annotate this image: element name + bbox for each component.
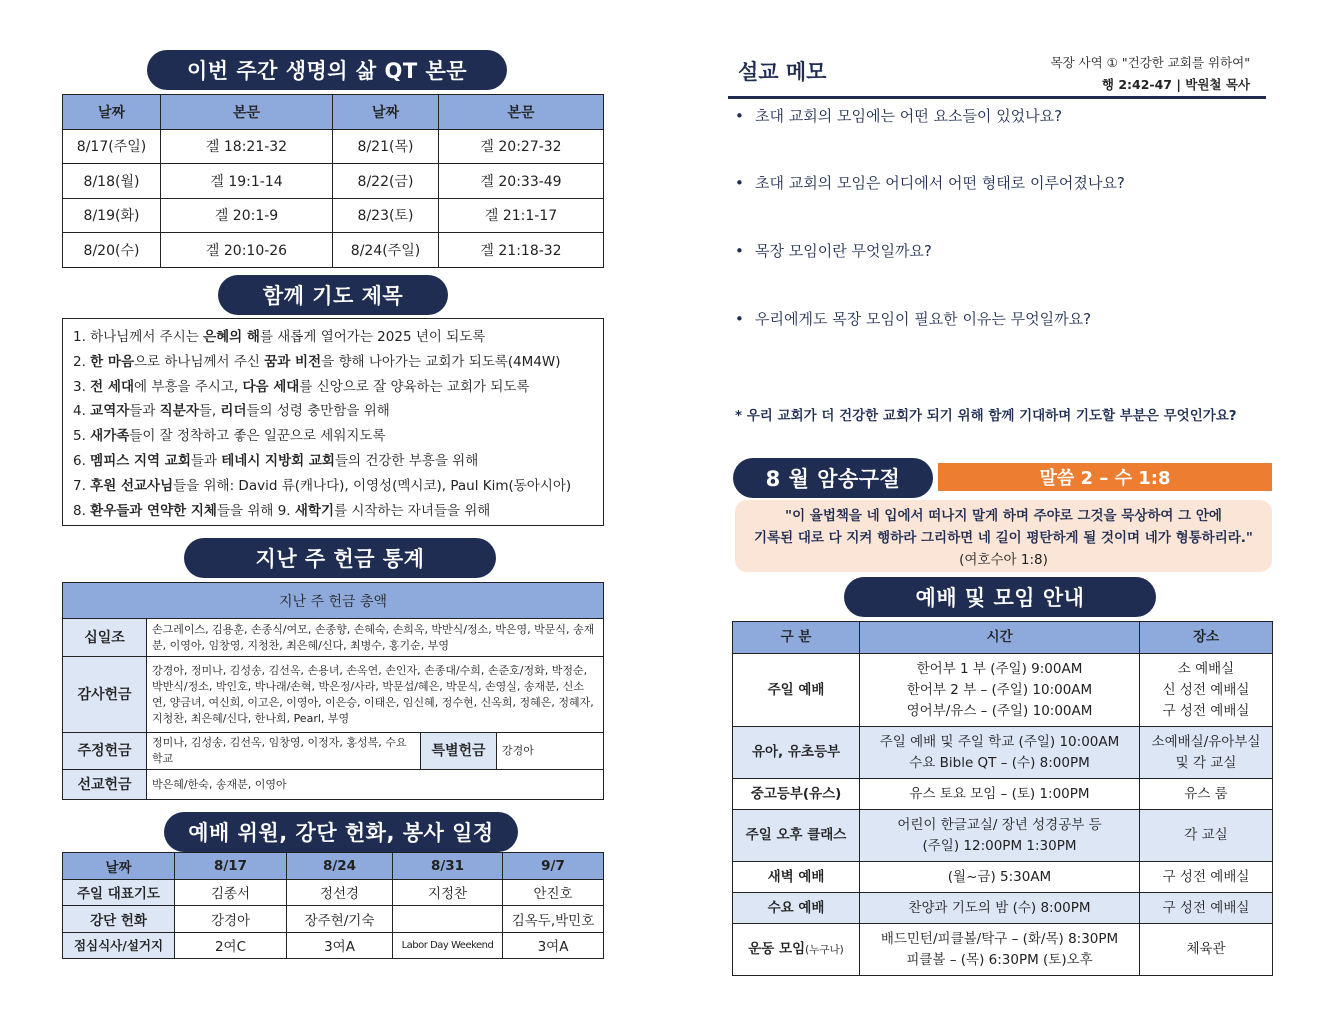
table-row xyxy=(63,164,604,199)
service-places xyxy=(1140,893,1273,924)
qt-header-row xyxy=(63,95,604,130)
schedule-cell: 장주현/기숙 xyxy=(287,906,393,933)
prayer-text: 를 새롭게 열어가는 2025 년이 되도록 xyxy=(259,329,486,345)
service-time: 유스 토요 모임 – (토) 1:00PM xyxy=(909,785,1090,802)
prayer-text: 를 시작하는 자녀들을 위해 xyxy=(334,502,491,519)
prayer-text: 으로 하나님께서 주신 xyxy=(134,353,265,370)
table-row xyxy=(63,657,604,733)
table-row xyxy=(733,779,1273,810)
prayer-item xyxy=(73,399,593,424)
qt-header-passage-2: 본문 xyxy=(439,95,604,130)
qt-cell: 8/23(토) xyxy=(333,198,439,233)
service-place: 체육관 xyxy=(1186,941,1226,957)
service-places xyxy=(1140,654,1273,727)
service-time: (월~금) 5:30AM xyxy=(947,868,1052,885)
schedule-row-label: 강단 헌화 xyxy=(63,906,175,933)
qt-cell: 겔 19:1-14 xyxy=(161,164,333,199)
verse-line: "이 율법책을 네 입에서 떠나지 말게 하며 주야로 그것을 묵상하여 그 안에 xyxy=(785,508,1222,524)
schedule-table xyxy=(62,852,604,959)
service-label-text: 주일 예배 xyxy=(767,681,825,698)
prayer-text: 들과 xyxy=(129,403,160,420)
qt-cell: 겔 20:10-26 xyxy=(161,233,333,268)
prayer-text: 새가족 xyxy=(90,428,130,445)
schedule-cell: 정선경 xyxy=(287,879,393,906)
prayer-title: 함께 기도 제목 xyxy=(218,275,448,315)
thanks-label: 감사헌금 xyxy=(63,657,147,733)
service-label-text: 운동 모임 xyxy=(748,940,806,957)
prayer-text: 한 마음 xyxy=(90,353,134,370)
table-row xyxy=(733,924,1273,976)
service-place: 각 교실 xyxy=(1184,827,1228,843)
service-label-text: 주일 오후 클래스 xyxy=(745,827,847,843)
prayer-text: 새학기 xyxy=(294,502,334,519)
qt-cell: 겔 18:21-32 xyxy=(161,129,333,164)
service-label-text: 수요 예배 xyxy=(767,899,825,916)
service-times xyxy=(860,654,1140,727)
service-label xyxy=(733,779,860,810)
service-time: 영어부/유스 – (주일) 10:00AM xyxy=(906,702,1093,719)
service-times xyxy=(860,727,1140,779)
qt-cell: 8/24(주일) xyxy=(333,233,439,268)
prayer-text: 교역자 xyxy=(90,403,130,420)
service-times xyxy=(860,893,1140,924)
schedule-cell: 2여C xyxy=(175,932,287,959)
services-header-row xyxy=(733,622,1273,654)
service-label xyxy=(733,654,860,727)
prayer-text: 테네시 지방회 교회 xyxy=(221,452,335,469)
schedule-cell: Labor Day Weekend xyxy=(393,932,503,959)
tithe-names: 손그레이스, 김용훈, 손종식/여모, 손종향, 손혜숙, 손희옥, 박반식/정소, 박은영, 박문식, 송재분, 이영아, 임창영, 지청찬, 최은혜/신다, 최병수, 홍기순, 부영 xyxy=(147,619,604,657)
service-label xyxy=(733,810,860,862)
table-row xyxy=(63,770,604,800)
mission-label: 선교헌금 xyxy=(63,770,147,800)
table-row xyxy=(63,879,604,906)
prayer-text: 후원 선교사님 xyxy=(90,477,174,494)
regular-names: 정미나, 김성송, 김선옥, 임창영, 이정자, 홍성복, 수요학교 xyxy=(147,733,421,770)
qt-cell: 겔 20:33-49 xyxy=(439,164,604,199)
prayer-text: 을 향해 나아가는 교회가 되도록(4M4W) xyxy=(321,353,561,370)
table-row xyxy=(733,727,1273,779)
bullet-icon: • xyxy=(735,107,744,125)
schedule-cell: 안진호 xyxy=(503,879,604,906)
bullet-icon: • xyxy=(735,242,744,260)
prayer-item xyxy=(73,375,593,400)
table-row xyxy=(63,906,604,933)
prayer-item xyxy=(73,499,593,524)
service-label-note: (누구나) xyxy=(805,943,844,956)
prayer-text: 전 세대 xyxy=(90,378,134,395)
services-header: 시간 xyxy=(860,622,1140,654)
service-places xyxy=(1140,924,1273,976)
regular-label: 주정헌금 xyxy=(63,733,147,770)
qt-title: 이번 주간 생명의 삶 QT 본문 xyxy=(147,50,507,90)
schedule-header: 8/24 xyxy=(287,853,393,880)
service-time: 배드민턴/피클볼/탁구 – (화/목) 8:30PM xyxy=(880,930,1119,947)
special-label: 특별헌금 xyxy=(421,733,497,770)
table-row xyxy=(63,733,604,770)
sermon-divider xyxy=(728,96,1266,99)
offering-table xyxy=(62,582,604,800)
qt-header-date-2: 날짜 xyxy=(333,95,439,130)
prayer-text: 1. 하나님께서 주시는 xyxy=(73,329,204,345)
prayer-item xyxy=(73,424,593,449)
prayer-text: 들을 위해: David 류(캐나다), 이영성(멕시코), Paul Kim(동아시아) xyxy=(173,477,572,494)
schedule-row-label: 주일 대표기도 xyxy=(63,879,175,906)
service-time: 수요 Bible QT – (수) 8:00PM xyxy=(909,754,1090,771)
prayer-item xyxy=(73,350,593,375)
prayer-text: 환우들과 연약한 지체 xyxy=(90,502,217,519)
qt-cell: 8/22(금) xyxy=(333,164,439,199)
service-place: 신 성전 예배실 xyxy=(1162,681,1250,698)
service-place: 구 성전 예배실 xyxy=(1162,868,1250,885)
service-place: 소예배실/유아부실 xyxy=(1151,733,1261,750)
service-places xyxy=(1140,862,1273,893)
prayer-text: 들과 xyxy=(190,452,222,469)
service-time: 찬양과 기도의 밤 (수) 8:00PM xyxy=(908,899,1091,916)
memory-verse-title: 8 월 암송구절 xyxy=(733,458,933,498)
service-label-text: 새벽 예배 xyxy=(767,868,825,885)
service-time: 피클볼 – (목) 6:30PM (토)오후 xyxy=(906,951,1093,968)
memory-verse-reference: 말씀 2 – 수 1:8 xyxy=(938,463,1272,491)
prayer-text: 를 신앙으로 잘 양육하는 교회가 되도록 xyxy=(299,378,530,395)
verse-citation: (여호수아 1:8) xyxy=(959,552,1048,568)
prayer-item xyxy=(73,474,593,499)
question-text: 초대 교회의 모임에는 어떤 요소들이 있었나요? xyxy=(755,107,1063,125)
prayer-text: 꿈과 비전 xyxy=(264,353,322,370)
table-row xyxy=(733,810,1273,862)
sermon-series xyxy=(1050,52,1250,96)
table-row xyxy=(733,862,1273,893)
service-label xyxy=(733,727,860,779)
prayer-text: 6. xyxy=(73,452,91,469)
service-label xyxy=(733,862,860,893)
qt-cell: 8/20(수) xyxy=(63,233,161,268)
prayer-text: 들을 위해 9. xyxy=(216,502,295,519)
table-row xyxy=(63,198,604,233)
service-place: 소 예배실 xyxy=(1177,660,1235,677)
qt-cell: 겔 21:18-32 xyxy=(439,233,604,268)
sermon-star-question: * 우리 교회가 더 건강한 교회가 되기 위해 함께 기대하며 기도할 부분은 무엇인가요? xyxy=(735,408,1237,424)
prayer-text: 에 부흥을 주시고, xyxy=(134,378,243,395)
sermon-question xyxy=(735,308,1091,329)
prayer-text: 멤피스 지역 교회 xyxy=(90,452,191,469)
tithe-label: 십일조 xyxy=(63,619,147,657)
memory-verse-box xyxy=(735,500,1272,572)
service-place: 구 성전 예배실 xyxy=(1162,899,1250,916)
table-row xyxy=(733,893,1273,924)
offering-header-row xyxy=(63,583,604,619)
service-place: 및 각 교실 xyxy=(1175,754,1237,771)
sermon-series-title: 목장 사역 ① "건강한 교회를 위하여" xyxy=(1050,55,1250,70)
question-text: 우리에게도 목장 모임이 필요한 이유는 무엇일까요? xyxy=(755,310,1092,328)
service-place: 유스 룸 xyxy=(1184,785,1228,802)
service-times xyxy=(860,924,1140,976)
thanks-names: 강경아, 정미나, 김성송, 김선옥, 손용녀, 손옥연, 손인자, 손종대/수희, 손준호/정화, 박정순, 박반식/정소, 박인호, 박나래/손혁, 박은정/사라, 박문섭/혜은, 박문식, 손영실, 송재분, 신소연, 양금녀, 여신희, 이고은, 이영아, 이은승, 이태은, 임신혜, 정수현, 신옥희, 정혜은, 정혜자, 지청찬, 최은혜/신다, 한나희, Pearl, 부영 xyxy=(147,657,604,733)
service-label-text: 중고등부(유스) xyxy=(750,785,842,802)
prayer-text: 7. xyxy=(73,477,91,494)
question-text: 초대 교회의 모임은 어디에서 어떤 형태로 이루어졌나요? xyxy=(755,174,1125,192)
schedule-header: 8/31 xyxy=(393,853,503,880)
schedule-cell: 김옥두,박민호 xyxy=(503,906,604,933)
service-time: 주일 예배 및 주일 학교 (주일) 10:00AM xyxy=(879,733,1120,750)
prayer-text: 들의 성령 충만함을 위해 xyxy=(246,403,390,420)
service-time: 한어부 1 부 (주일) 9:00AM xyxy=(916,660,1083,677)
qt-cell: 8/19(화) xyxy=(63,198,161,233)
schedule-cell: 3여A xyxy=(503,932,604,959)
schedule-title: 예배 위원, 강단 헌화, 봉사 일정 xyxy=(164,812,518,852)
schedule-header: 날짜 xyxy=(63,853,175,880)
table-row xyxy=(63,619,604,657)
service-label xyxy=(733,893,860,924)
prayer-text: 들, xyxy=(198,403,221,420)
prayer-text: 들이 잘 정착하고 좋은 일꾼으로 세워지도록 xyxy=(129,428,386,445)
services-body xyxy=(733,654,1273,976)
schedule-cell: 3여A xyxy=(287,932,393,959)
schedule-header-row xyxy=(63,853,604,880)
offering-title: 지난 주 헌금 통계 xyxy=(184,538,496,578)
services-table xyxy=(732,621,1273,976)
service-times xyxy=(860,810,1140,862)
service-places xyxy=(1140,727,1273,779)
qt-cell: 겔 20:1-9 xyxy=(161,198,333,233)
schedule-cell: 지정찬 xyxy=(393,879,503,906)
prayer-item xyxy=(73,449,593,474)
offering-total-header: 지난 주 헌금 총액 xyxy=(63,583,604,619)
service-time: 한어부 2 부 – (주일) 10:00AM xyxy=(906,681,1093,698)
prayer-text: 직분자 xyxy=(159,403,199,420)
sermon-question xyxy=(735,172,1125,193)
table-row xyxy=(63,233,604,268)
schedule-header: 9/7 xyxy=(503,853,604,880)
qt-cell: 겔 21:1-17 xyxy=(439,198,604,233)
qt-header-passage-1: 본문 xyxy=(161,95,333,130)
service-times xyxy=(860,862,1140,893)
prayer-text: 3. xyxy=(73,378,91,395)
prayer-text: 리더 xyxy=(220,403,247,420)
schedule-cell: 김종서 xyxy=(175,879,287,906)
prayer-text: 5. xyxy=(73,428,91,445)
sermon-question xyxy=(735,105,1062,126)
service-times xyxy=(860,779,1140,810)
prayer-text: 8. xyxy=(73,502,91,519)
verse-line: 기록된 대로 다 지켜 행하라 그리하면 네 길이 평탄하게 될 것이며 네가 형통하리라." xyxy=(754,530,1253,546)
question-text: 목장 모임이란 무엇일까요? xyxy=(755,242,932,260)
qt-table xyxy=(62,94,604,268)
prayer-text: 2. xyxy=(73,353,91,370)
prayer-text: 은혜의 해 xyxy=(203,329,260,345)
schedule-cell: 강경아 xyxy=(175,906,287,933)
prayer-text: 들의 건강한 부흥을 위해 xyxy=(334,452,479,469)
prayer-text: 다음 세대 xyxy=(242,378,300,395)
table-row xyxy=(733,654,1273,727)
special-names: 강경아 xyxy=(497,733,604,770)
service-time: 어린이 한글교실/ 장년 성경공부 등 xyxy=(897,816,1102,833)
services-header: 구 분 xyxy=(733,622,860,654)
services-header: 장소 xyxy=(1140,622,1273,654)
sermon-memo-title: 설교 메모 xyxy=(738,60,827,84)
qt-cell: 8/21(목) xyxy=(333,129,439,164)
qt-cell: 8/18(월) xyxy=(63,164,161,199)
prayer-list xyxy=(62,318,604,526)
services-title: 예배 및 모임 안내 xyxy=(844,577,1156,617)
bullet-icon: • xyxy=(735,310,744,328)
prayer-item xyxy=(73,325,593,350)
service-places xyxy=(1140,779,1273,810)
qt-cell: 겔 20:27-32 xyxy=(439,129,604,164)
bullet-icon: • xyxy=(735,174,744,192)
service-place: 구 성전 예배실 xyxy=(1162,702,1250,719)
mission-names: 박은혜/한숙, 송재분, 이영아 xyxy=(147,770,604,800)
service-time: (주일) 12:00PM 1:30PM xyxy=(922,837,1077,854)
table-row xyxy=(63,932,604,959)
schedule-cell xyxy=(393,906,503,933)
sermon-reference: 행 2:42-47 | 박원철 목사 xyxy=(1101,77,1250,92)
service-label-text: 유아, 유초등부 xyxy=(751,744,841,760)
qt-header-date-1: 날짜 xyxy=(63,95,161,130)
sermon-question xyxy=(735,240,932,261)
schedule-header: 8/17 xyxy=(175,853,287,880)
prayer-text: 4. xyxy=(73,403,91,420)
qt-cell: 8/17(주일) xyxy=(63,129,161,164)
service-places xyxy=(1140,810,1273,862)
service-label xyxy=(733,924,860,976)
schedule-row-label: 점심식사/설거지 xyxy=(63,932,175,959)
table-row xyxy=(63,129,604,164)
